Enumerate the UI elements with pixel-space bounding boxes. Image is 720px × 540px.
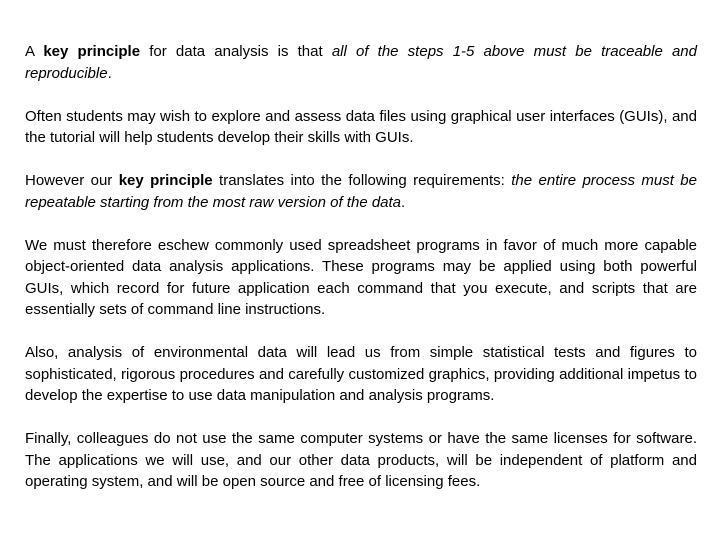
paragraph-spreadsheets: We must therefore eschew commonly used spreadsheet programs in favor of much more capable object-oriented data analysis applications. These programs may be applied using both powerful GUIs, which record for future application each command that you execute, and scripts that are essentially sets of command line instructions. [25,236,697,318]
paragraph-key-principle [25,41,697,84]
paragraph-environmental-data: Also, analysis of environmental data will lead us from simple statistical tests and figures to sophisticated, rigorous procedures and carefully customized graphics, providing additional impetus to develop the expertise to use data manipulation and analysis programs. [25,344,697,404]
document-body [25,41,697,493]
p1-key-principle: key principle [43,43,141,60]
p3-emphasis: the entire process must be repeatable starting from the most raw version of the data [25,172,697,211]
p1-emphasis: all of the steps 1-5 above must be traceable and reproducible [25,43,697,82]
p1-text-a: A [25,43,44,60]
p3-text-e: . [401,193,406,211]
paragraph-guis: Often students may wish to explore and assess data files using graphical user interfaces (GUIs), and the tutorial will help students develop their skills with GUIs. [25,107,697,146]
p3-text-c: translates into the following requirements: [212,172,512,189]
p3-text-a: However our [25,172,119,189]
p1-text-c: for data analysis is that [140,43,332,60]
p3-key-principle: key principle [118,172,213,189]
paragraph-licensing: Finally, colleagues do not use the same computer systems or have the same licenses for software. The applications we will use, and our other data products, will be independent of platform and operating system, and will be open source and free of licensing fees. [25,430,697,490]
p1-text-e: . [107,64,112,82]
paragraph-requirements [25,170,697,213]
